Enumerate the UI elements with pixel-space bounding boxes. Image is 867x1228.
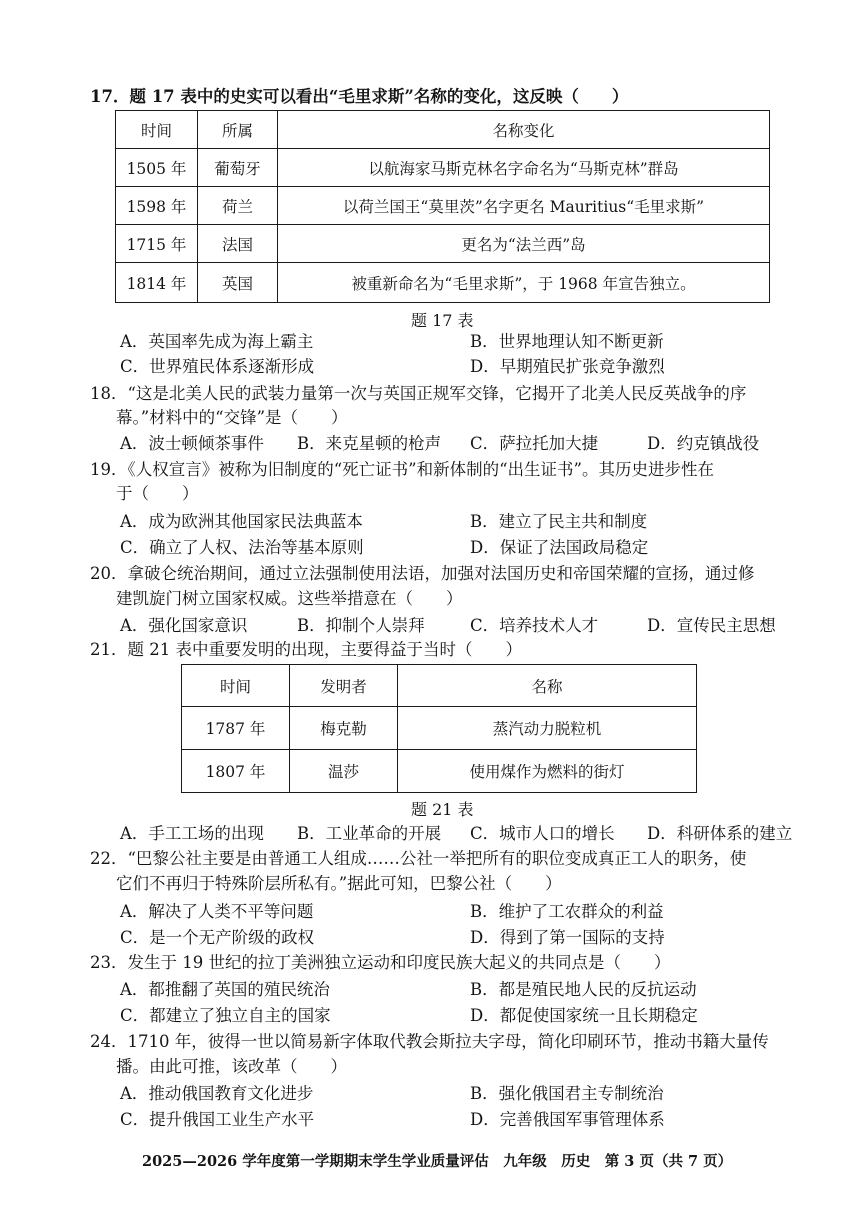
table-cell: 使用煤作为燃料的街灯 — [398, 750, 697, 793]
question-19-stem: 19．《人权宣言》被称为旧制度的“死亡证书”和新体制的“出生证书”。其历史进步性在 — [90, 460, 714, 479]
table-header-cell: 名称 — [398, 665, 697, 707]
table-cell: 1807 年 — [182, 750, 290, 793]
option-b: B．来克星顿的枪声 — [297, 434, 442, 453]
question-17-stem: 17．题 17 表中的史实可以看出“毛里求斯”名称的变化，这反映（ ） — [90, 87, 629, 106]
question-21-stem: 21．题 21 表中重要发明的出现，主要得益于当时（ ） — [90, 640, 522, 659]
table-cell: 1715 年 — [116, 225, 198, 263]
question-24-stem: 24．1710 年，彼得一世以简易新字体取代教会斯拉夫字母，简化印刷环节，推动书籍大量传 — [90, 1032, 769, 1051]
table-cell: 以荷兰国王“莫里茨”名字更名 Mauritius“毛里求斯” — [278, 187, 770, 225]
option-b: B．抑制个人崇拜 — [297, 616, 425, 635]
table-header-cell: 时间 — [182, 665, 290, 707]
table-header-cell: 所属 — [198, 111, 278, 149]
table-row — [116, 225, 770, 263]
question-23-stem: 23．发生于 19 世纪的拉丁美洲独立运动和印度民族大起义的共同点是（ ） — [90, 953, 671, 972]
table-header-cell: 时间 — [116, 111, 198, 149]
table-cell: 梅克勒 — [290, 707, 398, 750]
option-a: A．手工工场的出现 — [120, 824, 264, 843]
table-row — [116, 263, 770, 303]
option-c: C．世界殖民体系逐渐形成 — [120, 357, 315, 376]
option-b: B．强化俄国君主专制统治 — [470, 1084, 664, 1103]
option-a: A．推动俄国教育文化进步 — [120, 1084, 314, 1103]
table-row — [116, 149, 770, 187]
table-cell: 葡萄牙 — [198, 149, 278, 187]
table-cell: 1598 年 — [116, 187, 198, 225]
option-d: D．早期殖民扩张竞争激烈 — [470, 357, 665, 376]
table-row — [182, 707, 697, 750]
option-d: D．约克镇战役 — [647, 434, 760, 453]
page-footer: 2025—2026 学年度第一学期期末学生学业质量评估 九年级 历史 第 3 页（共 7 页） — [142, 1153, 733, 1170]
question-22-stem: 22．“巴黎公社主要是由普通工人组成……公社一举把所有的职位变成真正工人的职务，使 — [90, 849, 747, 868]
option-b: B．维护了工农群众的利益 — [470, 902, 664, 921]
option-d: D．完善俄国军事管理体系 — [470, 1110, 665, 1129]
option-b: B．建立了民主共和制度 — [470, 512, 648, 531]
table-cell: 以航海家马斯克林名字命名为“马斯克林”群岛 — [278, 149, 770, 187]
option-c: C．确立了人权、法治等基本原则 — [120, 538, 364, 557]
option-d: D．得到了第一国际的支持 — [470, 928, 665, 947]
option-c: C．萨拉托加大捷 — [470, 434, 599, 453]
option-a: A．波士顿倾茶事件 — [120, 434, 264, 453]
option-c: C．城市人口的增长 — [470, 824, 615, 843]
option-d: D．都促使国家统一且长期稳定 — [470, 1006, 698, 1025]
option-a: A．成为欧洲其他国家民法典蓝本 — [120, 512, 363, 531]
question-22-stem-cont: 它们不再归于特殊阶层所私有。”据此可知，巴黎公社（ ） — [116, 874, 562, 893]
option-d: D．科研体系的建立 — [647, 824, 793, 843]
table-cell: 荷兰 — [198, 187, 278, 225]
table-21-caption: 题 21 表 — [411, 800, 474, 819]
table-cell: 1787 年 — [182, 707, 290, 750]
option-a: A．都推翻了英国的殖民统治 — [120, 980, 330, 999]
table-cell: 温莎 — [290, 750, 398, 793]
option-a: A．强化国家意识 — [120, 616, 248, 635]
table-cell: 1814 年 — [116, 263, 198, 303]
table-header-row — [182, 665, 697, 707]
table-header-cell: 名称变化 — [278, 111, 770, 149]
table-header-cell: 发明者 — [290, 665, 398, 707]
table-cell: 被重新命名为“毛里求斯”，于 1968 年宣告独立。 — [278, 263, 770, 303]
table-cell: 1505 年 — [116, 149, 198, 187]
table-21 — [181, 664, 697, 793]
option-c: C．提升俄国工业生产水平 — [120, 1110, 315, 1129]
option-c: C．是一个无产阶级的政权 — [120, 928, 315, 947]
table-17-caption: 题 17 表 — [411, 311, 474, 330]
option-a: A．英国率先成为海上霸主 — [120, 332, 314, 351]
table-17 — [115, 110, 770, 303]
option-c: C．培养技术人才 — [470, 616, 599, 635]
table-cell: 法国 — [198, 225, 278, 263]
option-b: B．世界地理认知不断更新 — [470, 332, 664, 351]
table-row — [182, 750, 697, 793]
option-a: A．解决了人类不平等问题 — [120, 902, 314, 921]
question-18-stem-cont: 幕。”材料中的“交锋”是（ ） — [116, 408, 348, 427]
table-cell: 更名为“法兰西”岛 — [278, 225, 770, 263]
option-b: B．都是殖民地人民的反抗运动 — [470, 980, 697, 999]
question-20-stem-cont: 建凯旋门树立国家权威。这些举措意在（ ） — [116, 589, 463, 608]
question-24-stem-cont: 播。由此可推，该改革（ ） — [116, 1057, 347, 1076]
question-18-stem: 18．“这是北美人民的武装力量第一次与英国正规军交锋，它揭开了北美人民反英战争的序 — [90, 384, 747, 403]
table-cell: 蒸汽动力脱粒机 — [398, 707, 697, 750]
question-20-stem: 20．拿破仑统治期间，通过立法强制使用法语，加强对法国历史和帝国荣耀的宣扬，通过修 — [90, 564, 755, 583]
option-d: D．宣传民主思想 — [647, 616, 776, 635]
table-row — [116, 187, 770, 225]
option-b: B．工业革命的开展 — [297, 824, 442, 843]
table-header-row — [116, 111, 770, 149]
option-d: D．保证了法国政局稳定 — [470, 538, 649, 557]
question-19-stem-cont: 于（ ） — [116, 484, 199, 503]
option-c: C．都建立了独立自主的国家 — [120, 1006, 331, 1025]
table-cell: 英国 — [198, 263, 278, 303]
